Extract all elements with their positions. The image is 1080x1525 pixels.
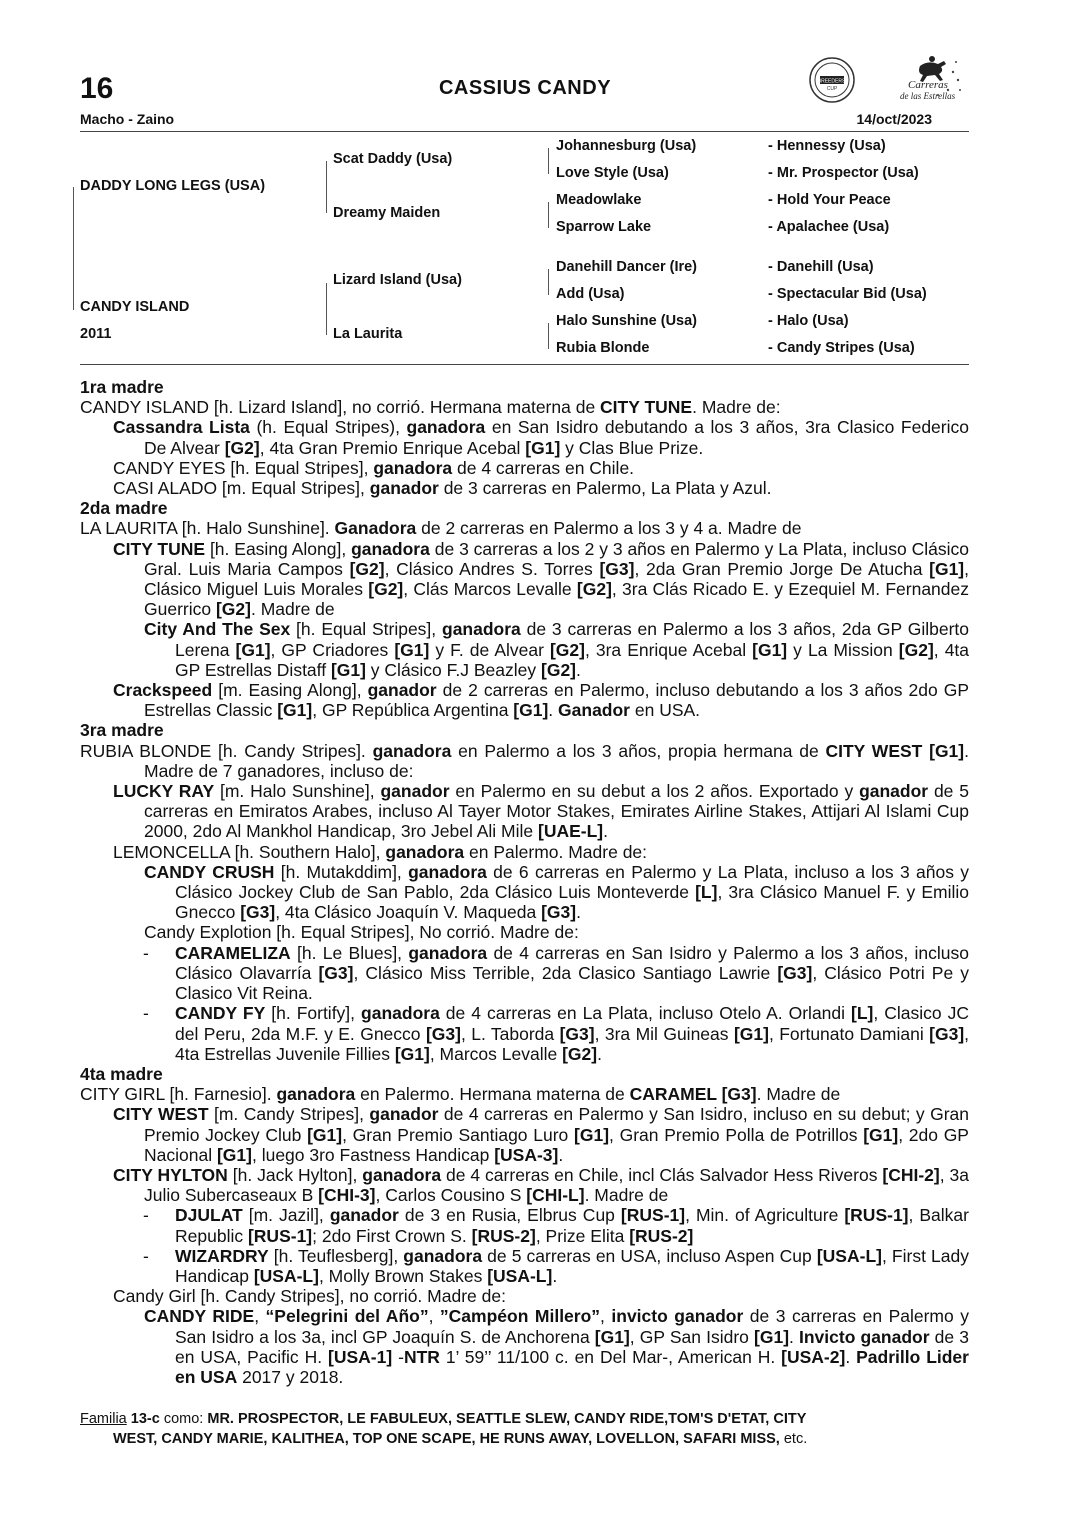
gen3-name: Meadowlake bbox=[556, 192, 642, 208]
produce-entry: CANDY CRUSH [h. Mutakddim], ganadora de 6 carreras en Palermo y La Plata, incluso a los 3 años y Clásico Jockey Club de San Pablo, 2da Clásico Luis Monteverde [L], 3ra Clásico Manuel F. y Emilio Gnecco [G3], 4ta Clásico Joaquín V. Maqueda [G3]. bbox=[144, 861, 969, 923]
produce-entry: - CARAMELIZA [h. Le Blues], ganadora de 4 carreras en San Isidro y Palermo a los 3 años, incluso Clásico Olavarría [G3], Clásico Miss Terrible, 2da Clasico Santiago Lawrie [G3], Clásico Potri Pe y Clasico Vit Reina. bbox=[143, 942, 969, 1004]
produce-entry: CITY TUNE [h. Easing Along], ganadora de 3 carreras a los 2 y 3 años en Palermo y La Plata, incluso Clásico Gral. Luis Maria Campos [G2], Clásico Andres S. Torres [G3], 2da Gran Premio Jorge De Atucha [G1], Clásico Miguel Luis Morales [G2], Clás Marcos Levalle [G2], 3ra Clás Ricado E. y Ezequiel M. Fernandez Guerrico [G2]. Madre de bbox=[113, 538, 969, 620]
svg-text:Carreras: Carreras bbox=[908, 79, 948, 91]
section-heading: 4ta madre bbox=[80, 1063, 163, 1084]
gen4-name: - Hennessy (Usa) bbox=[768, 138, 886, 154]
gen2-sire-sire: Scat Daddy (Usa) bbox=[333, 151, 453, 167]
produce-entry: Crackspeed [m. Easing Along], ganador de 2 carreras en Palermo, incluso debutando a los 3 años 2do GP Estrellas Classic [G1], GP República Argentina [G1]. Ganador en USA. bbox=[113, 680, 969, 721]
pedigree-divider bbox=[80, 364, 969, 365]
gen3-name: Add (Usa) bbox=[556, 286, 625, 302]
gen4-name: - Mr. Prospector (Usa) bbox=[768, 165, 919, 181]
gen4-name: - Spectacular Bid (Usa) bbox=[768, 286, 927, 302]
gen2-dam-sire: Lizard Island (Usa) bbox=[333, 272, 462, 288]
produce-entry: CITY HYLTON [h. Jack Hylton], ganadora de 4 carreras en Chile, incl Clás Salvador Hess Riveros [CHI-2], 3a Julio Subercaseaux B [CHI-3], Carlos Cousino S [CHI-L]. Madre de bbox=[113, 1164, 970, 1206]
gen4-name: - Halo (Usa) bbox=[768, 313, 849, 329]
family-label: Familia bbox=[80, 1411, 127, 1427]
gen2-bracket-dam bbox=[326, 283, 327, 335]
gen3-name: Johannesburg (Usa) bbox=[556, 138, 697, 154]
sale-date: 14/oct/2023 bbox=[856, 111, 932, 127]
produce-entry: Candy Explotion [h. Equal Stripes], No corrió. Madre de: bbox=[144, 922, 579, 943]
gen3-name: Halo Sunshine (Usa) bbox=[556, 313, 697, 329]
gen3-name: Danehill Dancer (Ire) bbox=[556, 259, 698, 275]
gen3-name: Rubia Blonde bbox=[556, 340, 650, 356]
svg-text:BREEDERS': BREEDERS' bbox=[817, 78, 847, 85]
family-number: 13-c bbox=[130, 1411, 160, 1427]
produce-entry: Cassandra Lista (h. Equal Stripes), ganadora en San Isidro debutando a los 3 años, 3ra Clasico Federico De Alvear [G2], 4ta Gran Premio Enrique Acebal [G1] y Clas Blue Prize. bbox=[113, 417, 969, 458]
gen3-bracket-1 bbox=[548, 148, 549, 174]
section-heading: 1ra madre bbox=[80, 377, 164, 397]
gen3-bracket-3 bbox=[548, 269, 549, 295]
foal-year: 2011 bbox=[80, 326, 112, 342]
second-dam-paragraph: LA LAURITA [h. Halo Sunshine]. Ganadora de 2 carreras en Palermo a los 3 y 4 a. Madre de bbox=[80, 518, 802, 539]
produce-entry: LEMONCELLA [h. Southern Halo], ganadora en Palermo. Madre de: bbox=[113, 841, 648, 862]
third-dam-paragraph: RUBIA BLONDE [h. Candy Stripes]. ganadora en Palermo a los 3 años, propia hermana de CITY WEST [G1]. Madre de 7 ganadores, incluso de: bbox=[80, 740, 969, 781]
produce-entry: CANDY RIDE, “Pelegrini del Año”, ”Campéon Millero”, invicto ganador de 3 carreras en Palermo y San Isidro a los 3a, incl GP Joaquín S. de Anchorena [G1], GP San Isidro [G1]. Invicto ganador de 3 en USA, Pacific H. [USA-1] -NTR 1’ 59’’ 11/100 c. en Del Mar-, American H. [USA-2]. Padrillo Lider en USA 2017 y 2018. bbox=[144, 1306, 969, 1387]
lot-number: 16 bbox=[80, 72, 114, 105]
sire-name: DADDY LONG LEGS (USA) bbox=[80, 178, 266, 194]
family-como: como: bbox=[163, 1411, 204, 1427]
produce-entry: CANDY EYES [h. Equal Stripes], ganadora de 4 carreras en Chile. bbox=[113, 457, 635, 478]
produce-record bbox=[80, 377, 969, 1387]
gen3-name: Love Style (Usa) bbox=[556, 165, 669, 181]
gen4-name: - Hold Your Peace bbox=[768, 192, 891, 208]
fourth-dam-paragraph: CITY GIRL [h. Farnesio]. ganadora en Palermo. Hermana materna de CARAMEL [G3]. Madre de bbox=[80, 1084, 841, 1105]
gen4-name: - Candy Stripes (Usa) bbox=[768, 340, 915, 356]
svg-text:CUP: CUP bbox=[826, 86, 838, 92]
produce-entry: LUCKY RAY [m. Halo Sunshine], ganador en Palermo en su debut a los 2 años. Exportado y ganador de 5 carreras en Emiratos Arabes, incluso Al Tayer Motor Stakes, Emirates Airline Stakes, Attijari Al Islami Cup 2000, 2do Al Mankhol Handicap, 3ro Jebel Ali Mile [UAE-L]. bbox=[113, 781, 969, 842]
produce-entry: City And The Sex [h. Equal Stripes], ganadora de 3 carreras en Palermo a los 3 años, 2da GP Gilberto Lerena [G1], GP Criadores [G1] y F. de Alvear [G2], 3ra Enrique Acebal [G1] y La Mission [G2], 4ta GP Estrellas Distaff [G1] y Clásico F.J Beazley [G2]. bbox=[144, 619, 970, 680]
first-dam-paragraph: CANDY ISLAND [h. Lizard Island], no corrió. Hermana materna de CITY TUNE. Madre de: bbox=[80, 397, 781, 418]
gen2-bracket-sire bbox=[326, 161, 327, 213]
gen1-bracket bbox=[73, 187, 74, 310]
gen3-bracket-2 bbox=[548, 202, 549, 228]
svg-text:de las Estrellas: de las Estrellas bbox=[900, 91, 956, 101]
produce-entry: - WIZARDRY [h. Teuflesberg], ganadora de 5 carreras en USA, incluso Aspen Cup [USA-L], First Lady Handicap [USA-L], Molly Brown Stakes [USA-L]. bbox=[143, 1245, 969, 1286]
gen4-name: - Danehill (Usa) bbox=[768, 259, 874, 275]
section-heading: 3ra madre bbox=[80, 720, 164, 741]
section-heading: 2da madre bbox=[80, 498, 168, 519]
sex-color: Macho - Zaino bbox=[80, 111, 175, 127]
breeders-cup-seal-icon bbox=[810, 58, 854, 102]
produce-entry: CITY WEST [m. Candy Stripes], ganador de 4 carreras en Palermo y San Isidro, incluso en su debut; y Gran Premio Jockey Club [G1], Gran Premio Santiago Luro [G1], Gran Premio Polla de Potrillos [G1], 2do GP Nacional [G1], luego 3ro Fastness Handicap [USA-3]. bbox=[113, 1104, 969, 1165]
gen3-name: Sparrow Lake bbox=[556, 219, 652, 235]
dam-name: CANDY ISLAND bbox=[80, 299, 190, 315]
gen2-sire-dam: Dreamy Maiden bbox=[333, 205, 441, 221]
family-names-2: WEST, CANDY MARIE, KALITHEA, TOP ONE SCAPE, HE RUNS AWAY, LOVELLON, SAFARI MISS, bbox=[113, 1431, 780, 1447]
gen3-bracket-4 bbox=[548, 323, 549, 349]
horse-name: CASSIUS CANDY bbox=[438, 77, 612, 99]
produce-entry: - DJULAT [m. Jazil], ganador de 3 en Rusia, Elbrus Cup [RUS-1], Min. of Agriculture [RUS-1], Balkar Republic [RUS-1]; 2do First Crown S. [RUS-2], Prize Elita [RUS-2] bbox=[143, 1205, 969, 1246]
produce-entry: Candy Girl [h. Candy Stripes], no corrió. Madre de: bbox=[113, 1286, 506, 1307]
gen4-name: - Apalachee (Usa) bbox=[768, 219, 890, 235]
event-logo bbox=[808, 50, 968, 110]
produce-entry: CASI ALADO [m. Equal Stripes], ganador de 3 carreras en Palermo, La Plata y Azul. bbox=[113, 478, 772, 499]
header-divider bbox=[80, 131, 969, 132]
family-etc: etc. bbox=[783, 1431, 808, 1447]
produce-entry: - CANDY FY [h. Fortify], ganadora de 4 carreras en La Plata, incluso Otelo A. Orlandi [L], Clasico JC del Peru, 2da M.F. y E. Gnecco [G3], L. Taborda [G3], 3ra Mil Guineas [G1], Fortunato Damiani [G3], 4ta Estrellas Juvenile Fillies [G1], Marcos Levalle [G2]. bbox=[143, 1003, 970, 1064]
family-names-1: MR. PROSPECTOR, LE FABULEUX, SEATTLE SLEW, CANDY RIDE,TOM'S D'ETAT, CITY bbox=[207, 1411, 807, 1427]
family-line bbox=[80, 1409, 969, 1449]
gen2-dam-dam: La Laurita bbox=[333, 326, 403, 342]
